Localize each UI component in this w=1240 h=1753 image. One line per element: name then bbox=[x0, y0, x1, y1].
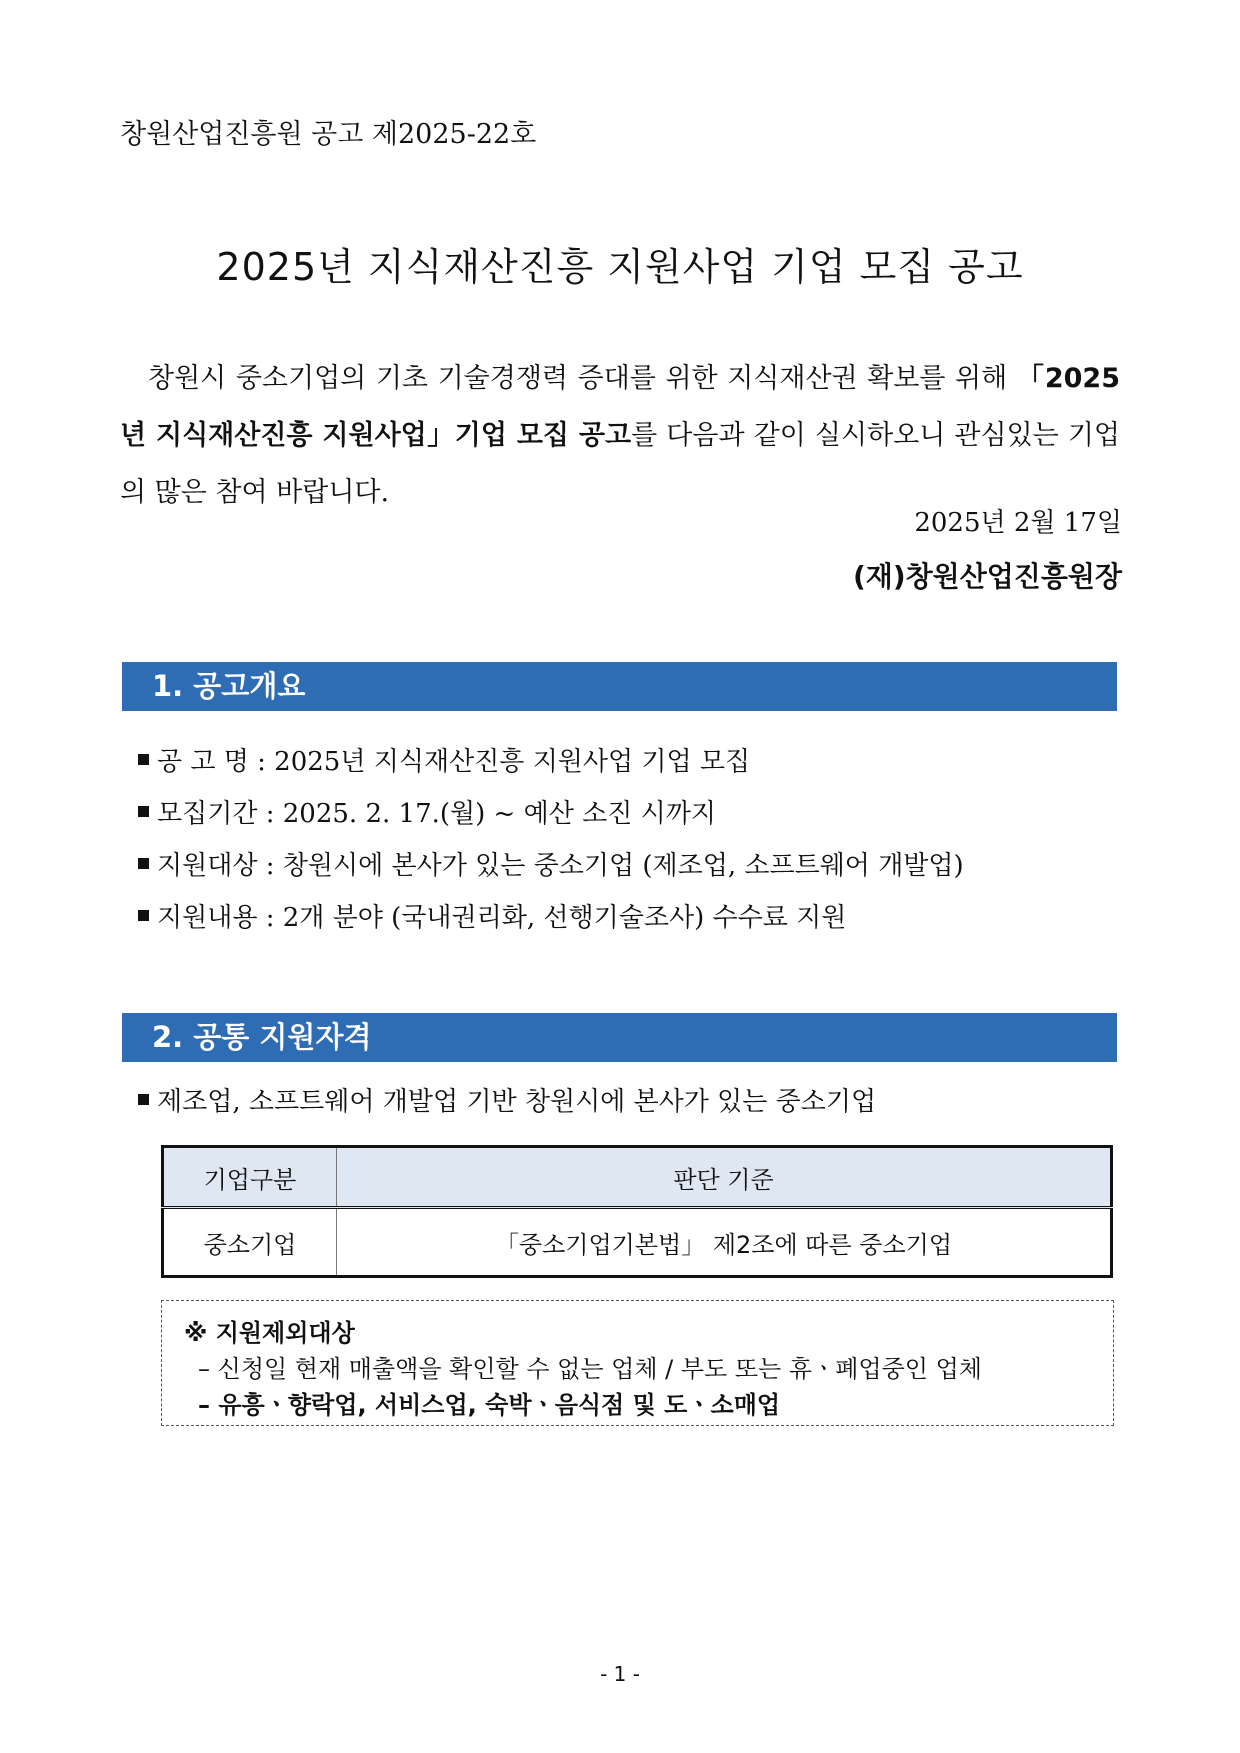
intro-paragraph bbox=[120, 350, 1120, 521]
item-value: : 2개 분야 (국내권리화, 선행기술조사) 수수료 지원 bbox=[257, 903, 847, 933]
intro-bold-text: 「2025년 지식재산진흥 지원사업」기업 모집 공고 bbox=[120, 363, 1121, 451]
list-item bbox=[138, 736, 1128, 788]
exclusion-title: ※ 지원제외대상 bbox=[184, 1319, 355, 1347]
intro-text-2: 를 다음과 같이 실시하오니 관심있는 기업의 많은 참여 바랍니다. bbox=[120, 420, 1121, 508]
cell-criteria: 「중소기업기본법」 제2조에 따른 중소기업 bbox=[494, 1230, 953, 1259]
list-item bbox=[138, 892, 1128, 944]
square-bullet-icon bbox=[138, 910, 149, 921]
intro-text-1: 창원시 중소기업의 기초 기술경쟁력 증대를 위한 지식재산권 확보를 위해 bbox=[148, 363, 1008, 394]
square-bullet-icon bbox=[138, 754, 149, 765]
square-bullet-icon bbox=[138, 858, 149, 869]
column-header-criteria: 판단 기준 bbox=[337, 1147, 1112, 1208]
item-value: : 창원시에 본사가 있는 중소기업 (제조업, 소프트웨어 개발업) bbox=[257, 851, 964, 881]
item-label: 지원대상 bbox=[157, 851, 258, 881]
square-bullet-icon bbox=[138, 1094, 149, 1105]
page-number: - 1 - bbox=[600, 1662, 640, 1686]
section-1-header: 1. 공고개요 bbox=[122, 662, 1117, 711]
list-item bbox=[138, 788, 1128, 840]
exclusion-item: – 신청일 현재 매출액을 확인할 수 없는 업체 / 부도 또는 휴ㆍ폐업중인 업체 bbox=[198, 1355, 982, 1383]
table-row bbox=[163, 1208, 1112, 1277]
notice-number: 창원산업진흥원 공고 제2025-22호 bbox=[120, 119, 537, 150]
signer: (재)창원산업진흥원장 bbox=[852, 560, 1122, 593]
page-title: 2025년 지식재산진흥 지원사업 기업 모집 공고 bbox=[216, 245, 1024, 289]
item-label: 지원내용 bbox=[157, 903, 258, 933]
square-bullet-icon bbox=[138, 806, 149, 817]
section-1-list bbox=[138, 736, 1128, 944]
table-header-row bbox=[163, 1147, 1112, 1208]
item-label: 공 고 명 bbox=[157, 747, 249, 777]
section-2-list bbox=[138, 1076, 1128, 1128]
cell-company-type: 중소기업 bbox=[163, 1208, 337, 1277]
criteria-table bbox=[161, 1145, 1113, 1278]
list-item bbox=[138, 1076, 1128, 1128]
section-2-header: 2. 공통 지원자격 bbox=[122, 1013, 1117, 1062]
list-item bbox=[138, 840, 1128, 892]
notice-date: 2025년 2월 17일 bbox=[914, 508, 1122, 538]
item-label: 모집기간 bbox=[157, 799, 258, 829]
item-value: : 2025년 지식재산진흥 지원사업 기업 모집 bbox=[248, 747, 751, 777]
exclusion-box bbox=[161, 1300, 1114, 1426]
item-value: : 2025. 2. 17.(월) ~ 예산 소진 시까지 bbox=[257, 799, 716, 829]
column-header-company-type: 기업구분 bbox=[163, 1147, 337, 1208]
exclusion-item: – 유흥ㆍ향락업, 서비스업, 숙박ㆍ음식점 및 도ㆍ소매업 bbox=[198, 1391, 781, 1419]
eligibility-text: 제조업, 소프트웨어 개발업 기반 창원시에 본사가 있는 중소기업 bbox=[157, 1087, 877, 1117]
